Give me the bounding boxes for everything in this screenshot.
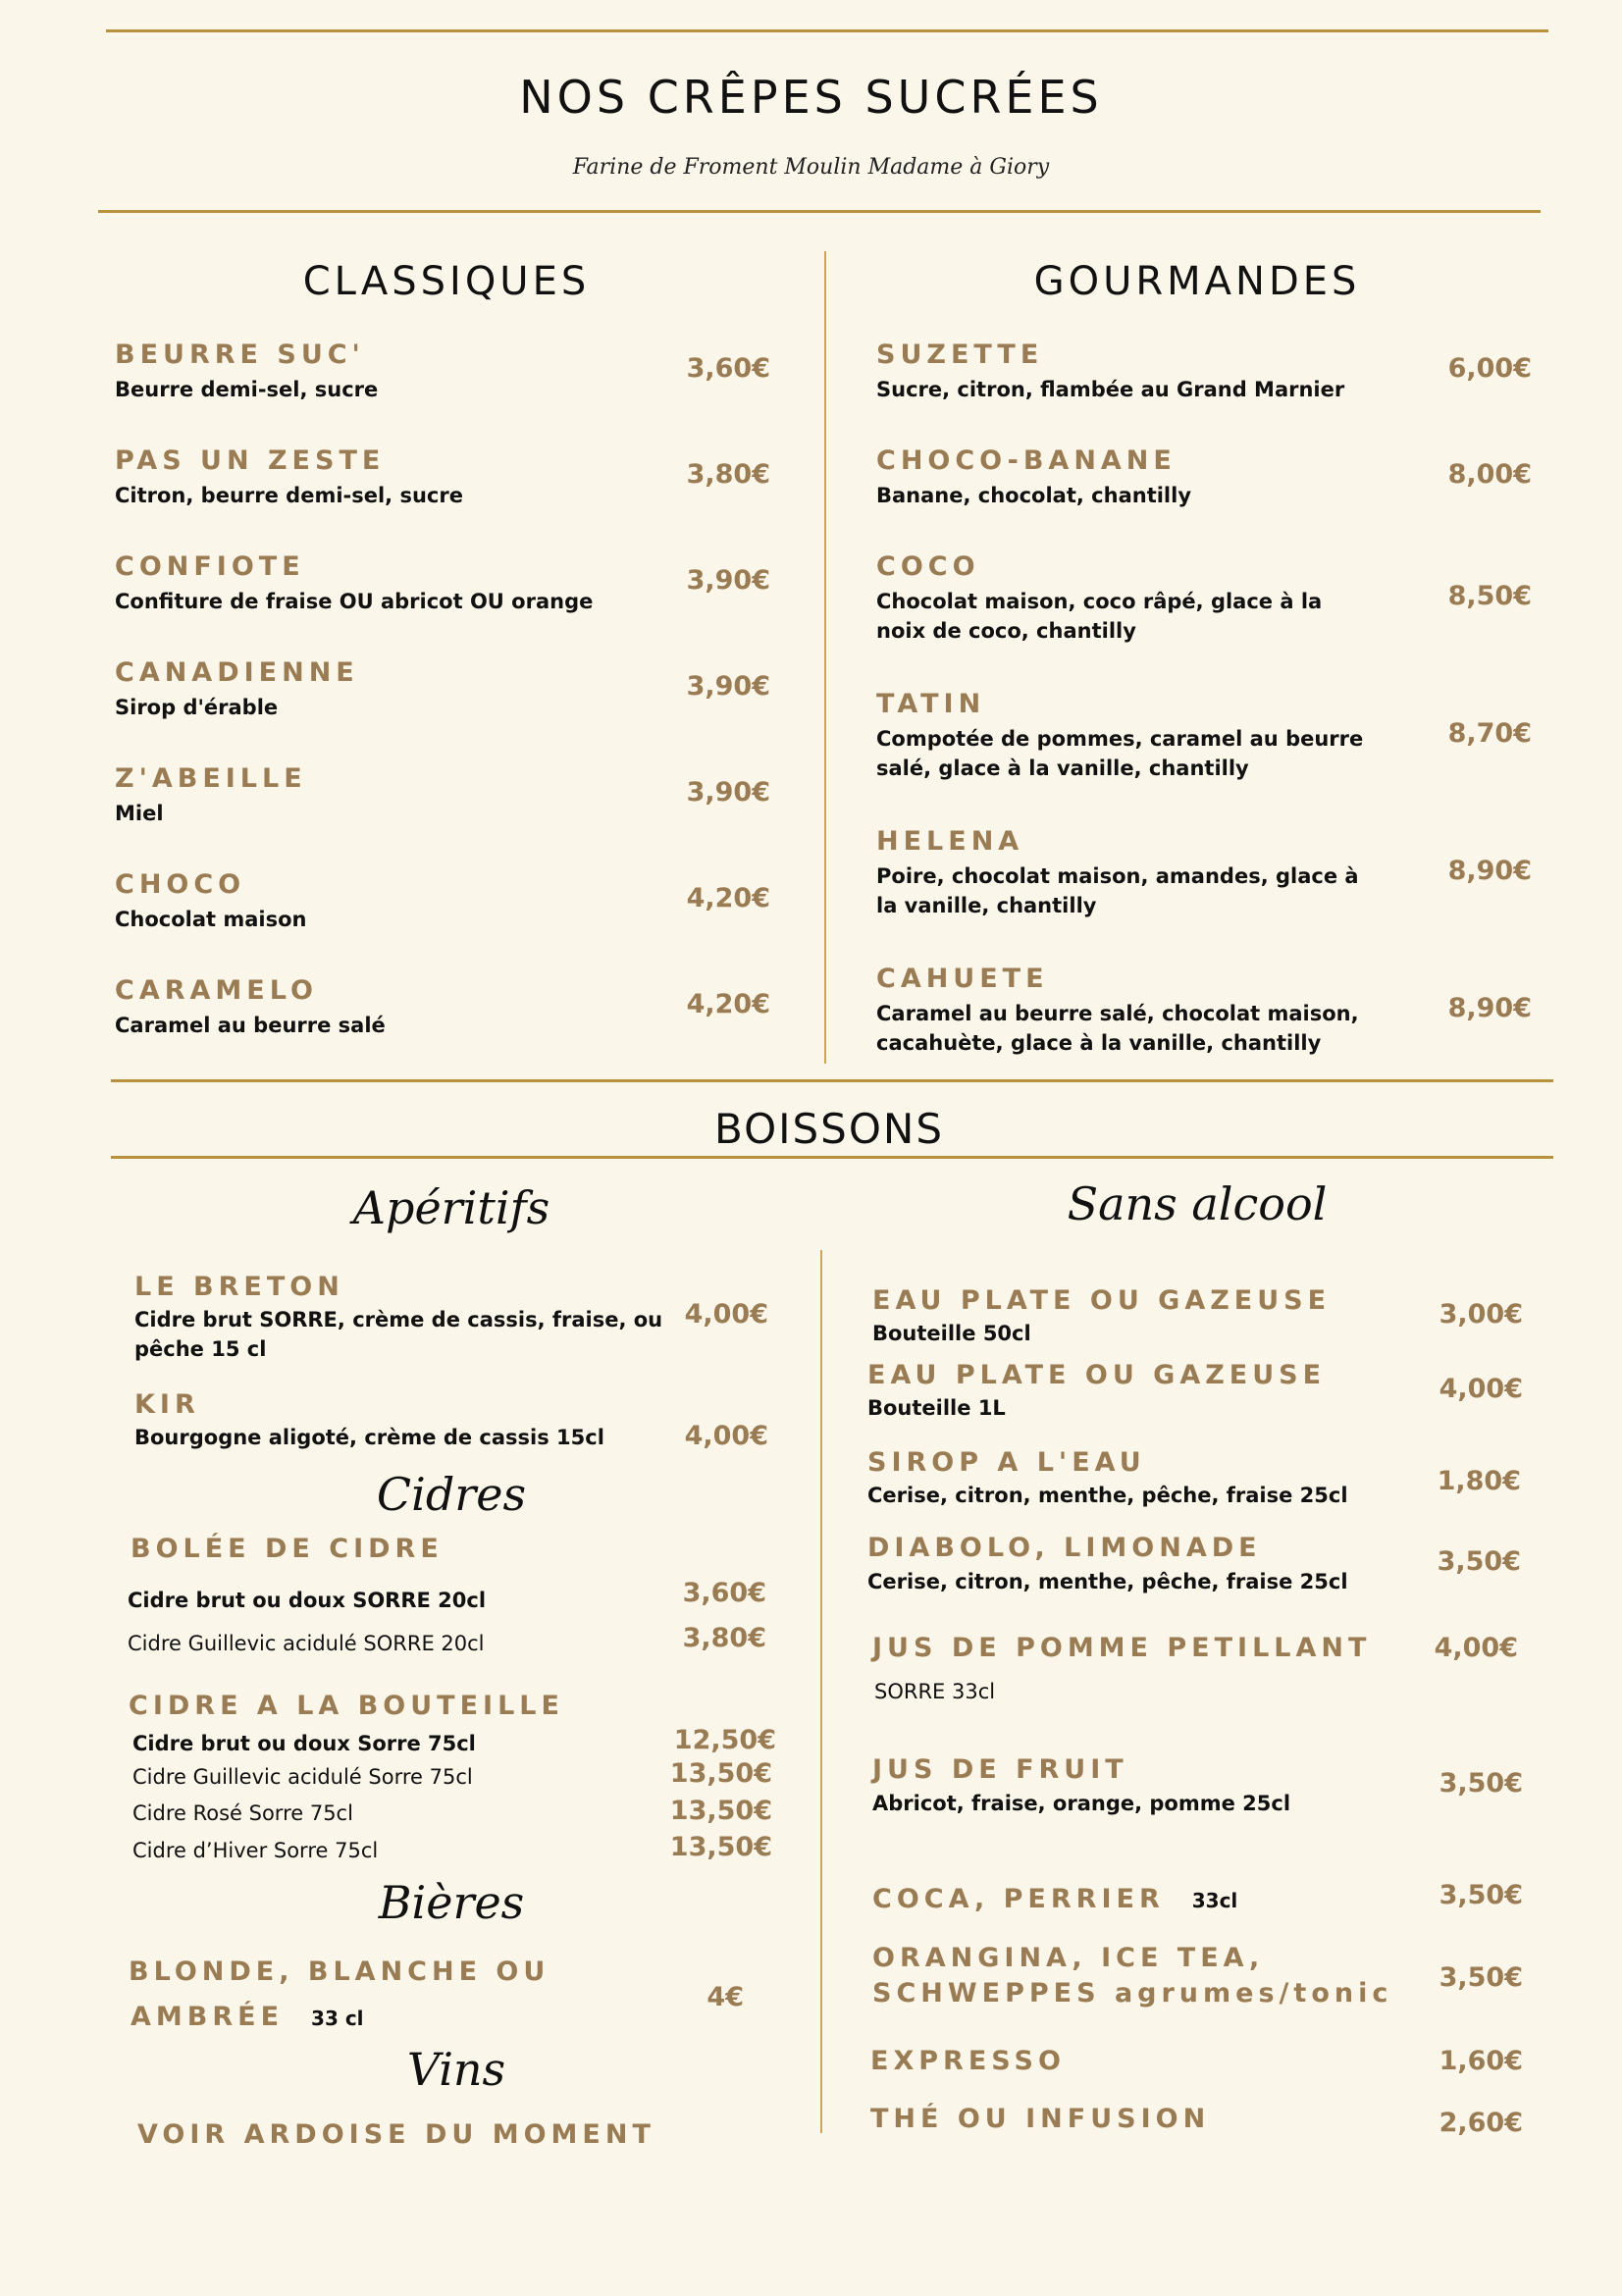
item-name: BOLÉE DE CIDRE — [131, 1534, 444, 1564]
item-price: 8,70€ — [1447, 718, 1532, 749]
item-desc: Beurre demi-sel, sucre — [115, 378, 379, 401]
crepes-column-divider — [824, 251, 826, 1064]
item-desc: Bouteille 1L — [867, 1396, 1006, 1420]
item-name: THÉ OU INFUSION — [870, 2104, 1211, 2134]
item-price: 6,00€ — [1447, 353, 1532, 384]
item-price: 3,90€ — [686, 777, 770, 808]
item-desc: Banane, chocolat, chantilly — [876, 484, 1192, 507]
item-name-text: AMBRÉE — [131, 2002, 285, 2032]
item-name: CANADIENNE — [115, 657, 359, 688]
item-name: EAU PLATE OU GAZEUSE — [872, 1285, 1332, 1316]
item-desc: Compotée de pommes, caramel au beurre salé, glace à la vanille, chantilly — [876, 727, 1364, 780]
item-price: 1,60€ — [1439, 2046, 1523, 2076]
boissons-column-divider — [820, 1250, 822, 2133]
top-divider — [106, 29, 1548, 32]
item-price: 3,60€ — [686, 353, 770, 384]
item-name: CAHUETE — [876, 964, 1049, 994]
item-price: 3,90€ — [686, 671, 770, 702]
item-desc: Cidre Rosé Sorre 75cl — [132, 1801, 353, 1825]
item-desc: Abricot, fraise, orange, pomme 25cl — [872, 1792, 1291, 1815]
item-price: 4,00€ — [1439, 1374, 1523, 1404]
page-title: NOS CRÊPES SUCRÉES — [519, 71, 1103, 124]
item-name: LE BRETON — [134, 1272, 344, 1302]
item-desc: Caramel au beurre salé, chocolat maison, cacahuète, glace à la vanille, chantilly — [876, 1002, 1359, 1055]
item-desc: Cerise, citron, menthe, pêche, fraise 25cl — [867, 1570, 1348, 1593]
item-desc: Poire, chocolat maison, amandes, glace à la vanille, chantilly — [876, 864, 1359, 917]
item-desc: SORRE 33cl — [874, 1680, 996, 1703]
item-price: 3,50€ — [1439, 1880, 1523, 1910]
item-price: 4,00€ — [684, 1421, 768, 1451]
item-name: ORANGINA, ICE TEA, — [872, 1943, 1265, 1973]
item-name: JUS DE POMME PETILLANT — [872, 1633, 1372, 1663]
item-desc: Chocolat maison, coco râpé, glace à la noix de coco, chantilly — [876, 590, 1323, 643]
item-desc: Cidre brut ou doux SORRE 20cl — [128, 1589, 487, 1612]
item-price: 13,50€ — [669, 1796, 772, 1826]
item-desc: Citron, beurre demi-sel, sucre — [115, 484, 463, 507]
item-name: TATIN — [876, 689, 986, 719]
item-name: Z'ABEILLE — [115, 763, 307, 794]
item-price: 3,60€ — [682, 1578, 766, 1608]
item-name: COCO — [876, 551, 980, 582]
item-price: 12,50€ — [673, 1725, 776, 1755]
item-name-line2 — [131, 2002, 364, 2032]
item-desc: Bouteille 50cl — [872, 1322, 1031, 1345]
item-name: SUZETTE — [876, 339, 1044, 370]
item-name: CHOCO-BANANE — [876, 445, 1177, 476]
item-price: 4€ — [706, 1982, 744, 2012]
item-name: JUS DE FRUIT — [872, 1754, 1128, 1785]
subsection-title-aperitifs: Apéritifs — [352, 1181, 550, 1234]
item-size: 33 cl — [311, 2007, 364, 2030]
item-desc: Cidre d’Hiver Sorre 75cl — [132, 1839, 379, 1862]
item-name: BEURRE SUC' — [115, 339, 365, 370]
item-desc: Caramel au beurre salé — [115, 1014, 386, 1037]
item-name: EAU PLATE OU GAZEUSE — [867, 1360, 1327, 1390]
item-name: DIABOLO, LIMONADE — [867, 1533, 1262, 1563]
item-desc: Cerise, citron, menthe, pêche, fraise 25cl — [867, 1484, 1348, 1507]
item-price: 3,00€ — [1439, 1299, 1523, 1330]
item-desc: Chocolat maison — [115, 908, 307, 931]
item-price: 3,50€ — [1439, 1768, 1523, 1799]
item-name: CARAMELO — [115, 975, 318, 1006]
item-price: 3,80€ — [686, 459, 770, 490]
boissons-bottom-divider — [111, 1156, 1553, 1159]
boissons-top-divider — [111, 1079, 1553, 1082]
subsection-title-sans-alcool: Sans alcool — [1067, 1177, 1328, 1230]
item-desc: Miel — [115, 802, 164, 825]
item-desc: Confiture de fraise OU abricot OU orange — [115, 590, 594, 613]
item-desc: Cidre Guillevic acidulé Sorre 75cl — [132, 1765, 473, 1789]
subsection-title-cidres: Cidres — [376, 1468, 527, 1521]
section-title-classiques: CLASSIQUES — [302, 259, 591, 304]
item-name: CONFIOTE — [115, 551, 305, 582]
subsection-title-vins: Vins — [406, 2043, 506, 2096]
item-name: PAS UN ZESTE — [115, 445, 386, 476]
item-size: 33cl — [1191, 1889, 1238, 1912]
item-price: 3,50€ — [1439, 1962, 1523, 1993]
item-name: CHOCO — [115, 869, 246, 900]
item-name: EXPRESSO — [870, 2046, 1066, 2076]
item-name: BLONDE, BLANCHE OU — [129, 1957, 550, 1987]
section-title-boissons: BOISSONS — [714, 1105, 944, 1153]
item-desc: Cidre brut ou doux Sorre 75cl — [132, 1732, 476, 1755]
item-desc: Cidre Guillevic acidulé SORRE 20cl — [128, 1632, 485, 1655]
item-price: 8,90€ — [1447, 856, 1532, 886]
item-desc: Sucre, citron, flambée au Grand Marnier — [876, 378, 1345, 401]
item-price: 13,50€ — [669, 1758, 772, 1789]
page-subtitle: Farine de Froment Moulin Madame à Giory — [572, 155, 1050, 180]
item-name-text: COCA, PERRIER — [872, 1884, 1165, 1914]
item-price: 2,60€ — [1439, 2108, 1523, 2138]
item-desc: Bourgogne aligoté, crème de cassis 15cl — [134, 1426, 604, 1449]
item-price: 3,50€ — [1437, 1546, 1521, 1577]
item-price: 8,90€ — [1447, 993, 1532, 1023]
item-desc: Sirop d'érable — [115, 696, 279, 719]
header-divider — [98, 210, 1541, 213]
item-price: 8,00€ — [1447, 459, 1532, 490]
vins-ardoise: VOIR ARDOISE DU MOMENT — [137, 2119, 655, 2150]
item-price: 3,80€ — [682, 1623, 766, 1653]
item-price: 1,80€ — [1437, 1466, 1521, 1496]
item-name-row — [872, 1884, 1237, 1914]
item-desc: Cidre brut SORRE, crème de cassis, fraise, ou pêche 15 cl — [134, 1308, 663, 1361]
item-price: 4,00€ — [684, 1299, 768, 1330]
item-price: 4,20€ — [686, 989, 770, 1019]
item-price: 4,00€ — [1434, 1633, 1518, 1663]
item-name: HELENA — [876, 826, 1024, 857]
item-price: 3,90€ — [686, 565, 770, 596]
item-price: 4,20€ — [686, 883, 770, 913]
item-name: SIROP A L'EAU — [867, 1447, 1146, 1478]
subsection-title-bieres: Bières — [378, 1876, 525, 1929]
section-title-gourmandes: GOURMANDES — [1033, 259, 1361, 304]
item-price: 8,50€ — [1447, 581, 1532, 611]
item-name: KIR — [134, 1389, 200, 1420]
item-name: CIDRE A LA BOUTEILLE — [129, 1691, 564, 1721]
item-name-line2: SCHWEPPES agrumes/tonic — [872, 1978, 1393, 2009]
item-price: 13,50€ — [669, 1832, 772, 1862]
